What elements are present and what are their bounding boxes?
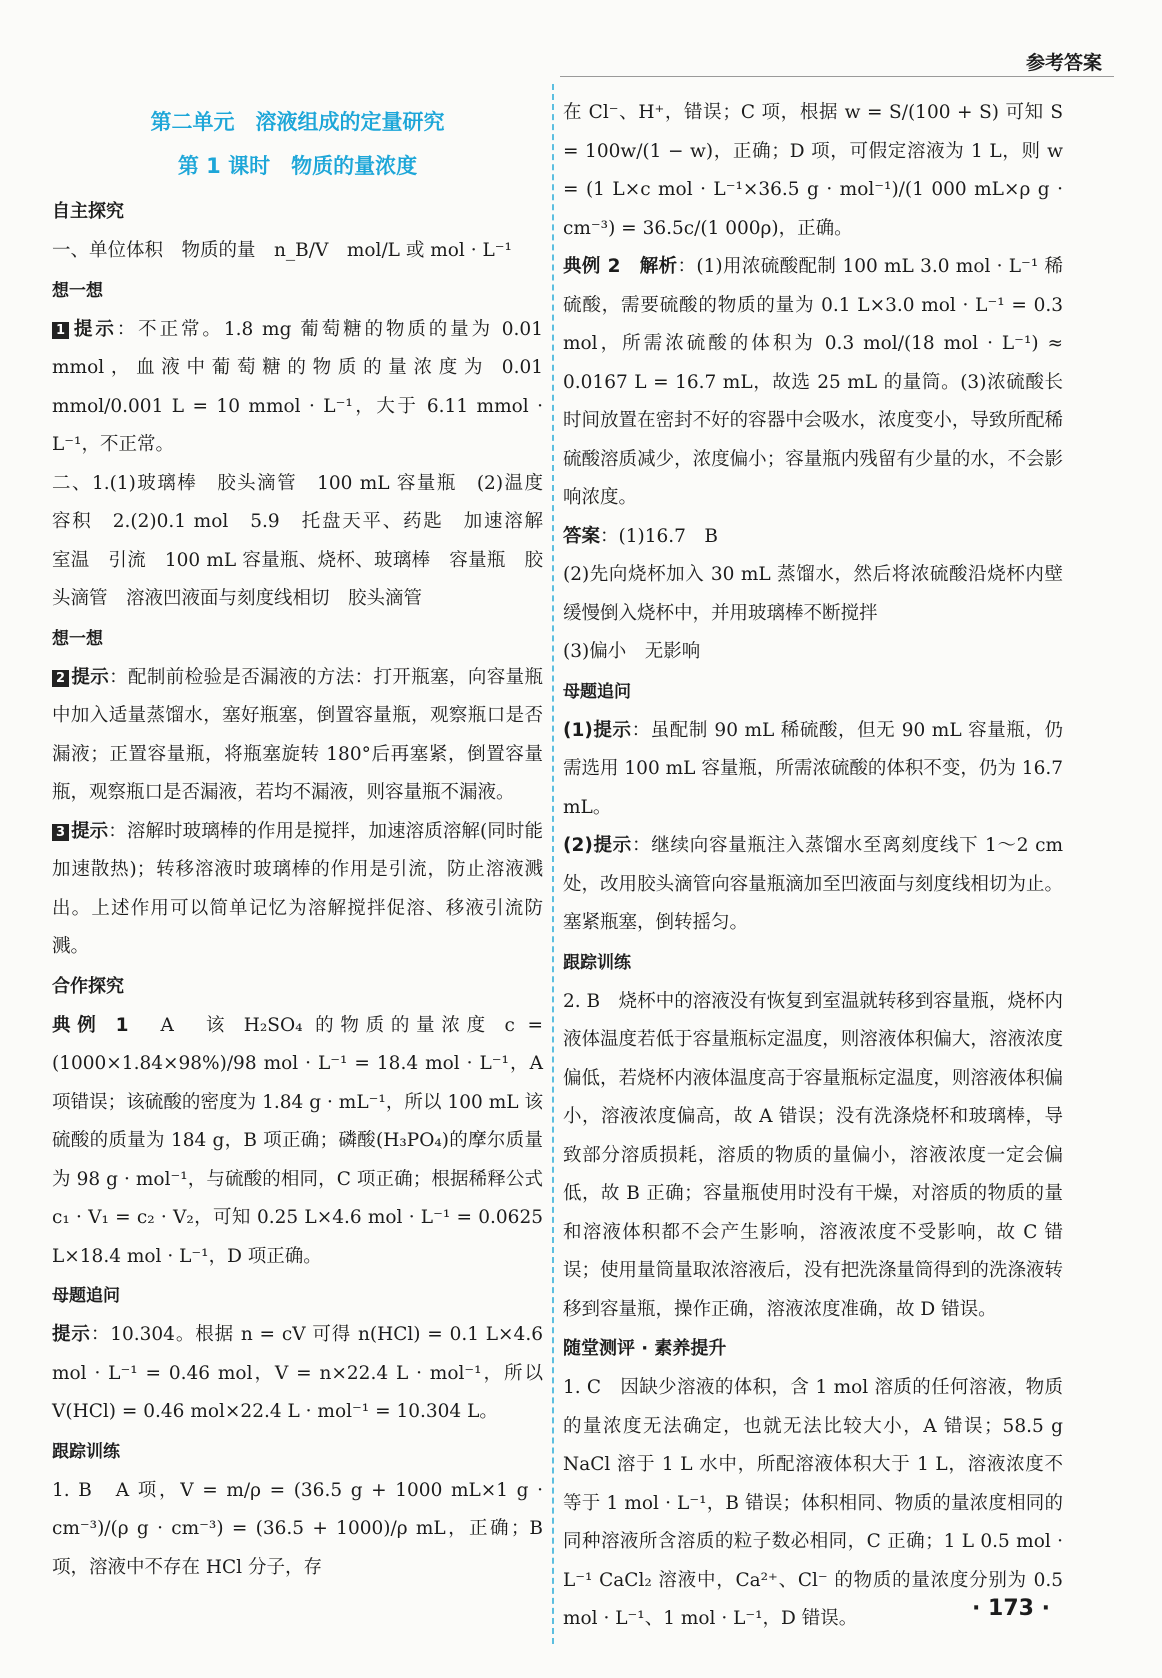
example-1-text: A 该 H₂SO₄ 的物质的量浓度 c = (1000×1.84×98%)/98 mol · L⁻¹ = 18.4 mol · L⁻¹，A 项错误；该硫酸的密度为 1.84 g · mL⁻¹，所以 100 mL 该硫酸的质量为 184 g，B 项正确；磷酸(H₃PO₄)的摩尔质量为 98 g · mol⁻¹，与硫酸的相同，C 项正确；根据稀释公式 c₁ · V₁ = c₂ · V₂，可知 0.25 L×4.6 mol · L⁻¹ = 0.0625 L×18.4 mol · L⁻¹，D 项正确。	[52, 1014, 543, 1267]
paragraph-unit-volume: 一、单位体积 物质的量 n_B/V mol/L 或 mol · L⁻¹	[52, 240, 512, 261]
follow-up-2a-label: (1)提示	[563, 719, 632, 741]
example-1-label: 典例 1	[52, 1014, 129, 1036]
subheading-think-1: 想一想	[52, 280, 103, 301]
answer-1-text: ：(1)16.7 B	[600, 525, 719, 547]
header-rule	[560, 76, 1114, 77]
example-2-label: 典例 2	[563, 256, 621, 277]
follow-up-2b-text: ：继续向容量瓶注入蒸馏水至离刻度线下 1～2 cm 处，改用胶头滴管向容量瓶滴加至凹液面与刻度线相切为止。塞紧瓶塞，倒转摇匀。	[563, 835, 1063, 933]
follow-up-1-text: ：10.304。根据 n = cV 可得 n(HCl) = 0.1 L×4.6 mol · L⁻¹ = 0.46 mol，V = n×22.4 L · mol⁻¹，所以 V(HCl) = 0.46 mol×22.4 L · mol⁻¹ = 10.304 L。	[52, 1324, 543, 1422]
tip-2-text: ：配制前检验是否漏液的方法：打开瓶塞，向容量瓶中加入适量蒸馏水，塞好瓶塞，倒置容量瓶，观察瓶口是否漏液；正置容量瓶，将瓶塞旋转 180°后再塞紧，倒置容量瓶，观察瓶口是否漏液，若均不漏液，则容量瓶不漏液。	[52, 666, 543, 803]
column-divider	[552, 84, 554, 1644]
tip-2-label: 提示	[71, 666, 110, 688]
unit-title: 第二单元 溶液组成的定量研究	[150, 110, 445, 134]
follow-up-2a	[563, 712, 1063, 828]
follow-up-1-label: 提示	[52, 1324, 91, 1345]
answer-3: (3)偏小 无影响	[563, 641, 701, 662]
subheading-follow-up-1: 母题追问	[52, 1286, 120, 1306]
subheading-training-1: 跟踪训练	[52, 1441, 120, 1462]
number-badge-1: 1	[52, 322, 69, 339]
example-2	[563, 248, 1063, 518]
tip-1-text: ：不正常。1.8 mg 葡萄糖的物质的量为 0.01 mmol，血液中葡萄糖的物质的量浓度为 0.01 mmol/0.001 L = 10 mmol · L⁻¹，大于 6.11 mmol · L⁻¹，不正常。	[52, 318, 543, 455]
tip-1	[52, 311, 543, 465]
tip-3	[52, 813, 543, 967]
section-heading-suitang: 随堂测评 · 素养提升	[563, 1338, 727, 1359]
example-1	[52, 1007, 543, 1277]
tip-3-text: ：溶解时玻璃棒的作用是搅拌，加速溶质溶解(同时能加速散热)；转移溶液时玻璃棒的作用是引流，防止溶液溅出。上述作用可以简单记忆为溶解搅拌促溶、移液引流防溅。	[52, 820, 543, 957]
paragraph-preparation-steps: 二、1.(1)玻璃棒 胶头滴管 100 mL 容量瓶 (2)温度 容积 2.(2)0.1 mol 5.9 托盘天平、药匙 加速溶解 室温 引流 100 mL 容量瓶、烧杯、玻璃棒 容量瓶 胶头滴管 溶液凹液面与刻度线相切 胶头滴管	[52, 472, 562, 609]
subheading-think-2: 想一想	[52, 628, 103, 649]
example-2-text: ：(1)用浓硫酸配制 100 mL 3.0 mol · L⁻¹ 稀硫酸，需要硫酸的物质的量为 0.1 L×3.0 mol · L⁻¹ = 0.3 mol，所需浓硫酸的体积为 0.3 mol/(18 mol · L⁻¹) ≈ 0.0167 L = 16.7 mL，故选 25 mL 的量筒。(3)浓硫酸长时间放置在密封不好的容器中会吸水，浓度变小，导致所配稀硫酸溶质减少，浓度偏小；容量瓶内残留有少量的水，不会影响浓度。	[563, 256, 1063, 508]
left-column	[52, 94, 562, 1587]
quiz-1: 1. C 因缺少溶液的体积，含 1 mol 溶质的任何溶液，物质的量浓度无法确定，也就无法比较大小，A 错误；58.5 g NaCl 溶于 1 L 水中，所配溶液体积大于 1 L，溶液浓度不等于 1 mol · L⁻¹，B 错误；体积相同、物质的量浓度相同的同种溶液所含溶质的粒子数必相同，C 正确；1 L 0.5 mol · L⁻¹ CaCl₂ 溶液中，Ca²⁺、Cl⁻ 的物质的量浓度分别为 0.5 mol · L⁻¹、1 mol · L⁻¹，D 错误。	[563, 1377, 1063, 1629]
answer-1	[563, 518, 1063, 557]
number-badge-2: 2	[52, 670, 69, 687]
training-1: 1. B A 项，V = m/ρ = (36.5 g + 1000 mL×1 g · cm⁻³)/(ρ g · cm⁻³) = (36.5 + 1000)/ρ mL，正确；B 项，溶液中不存在 HCl 分子，存	[52, 1479, 543, 1578]
tip-1-label: 提示	[71, 318, 117, 340]
follow-up-2b-label: (2)提示	[563, 835, 633, 856]
continued-text: 在 Cl⁻、H⁺，错误；C 项，根据 w = S/(100 + S) 可知 S = 100w/(1 − w)，正确；D 项，可假定溶液为 1 L，则 w = (1 L×c mol · L⁻¹×36.5 g · mol⁻¹)/(1 000 mL×ρ g · cm⁻³) = 36.5c/(1 000ρ)，正确。	[563, 102, 1063, 239]
training-2: 2. B 烧杯中的溶液没有恢复到室温就转移到容量瓶，烧杯内液体温度若低于容量瓶标定温度，则溶液体积偏大，溶液浓度偏低，若烧杯内液体温度高于容量瓶标定温度，则溶液体积偏小，溶液浓度偏高，故 A 错误；没有洗涤烧杯和玻璃棒，导致部分溶质损耗，溶质的物质的量偏小，溶液浓度一定会偏低，故 B 正确；容量瓶使用时没有干燥，对溶质的物质的量和溶液体积都不会产生影响，溶液浓度不受影响，故 C 错误；使用量筒量取浓溶液后，没有把洗涤量筒得到的洗涤液转移到容量瓶，操作正确，溶液浓度准确，故 D 错误。	[563, 990, 1063, 1320]
follow-up-2b	[563, 827, 1063, 943]
page-number: · 173 ·	[972, 1596, 1050, 1621]
answer-label: 答案	[563, 525, 601, 547]
subheading-follow-up-2: 母题追问	[563, 681, 631, 702]
tip-3-label: 提示	[71, 820, 109, 842]
follow-up-1	[52, 1316, 543, 1432]
page-header	[0, 0, 1162, 80]
number-badge-3: 3	[52, 824, 69, 841]
header-label: 参考答案	[1025, 52, 1102, 74]
follow-up-2a-text: ：虽配制 90 mL 稀硫酸，但无 90 mL 容量瓶，仍需选用 100 mL 容量瓶，所需浓硫酸的体积不变，仍为 16.7 mL。	[563, 719, 1063, 818]
answer-2: (2)先向烧杯加入 30 mL 蒸馏水，然后将浓硫酸沿烧杯内壁缓慢倒入烧杯中，并用玻璃棒不断搅拌	[563, 564, 1063, 624]
example-2-analysis-label: 解析	[639, 256, 678, 277]
tip-2	[52, 659, 543, 813]
right-column	[563, 94, 1063, 1639]
section-heading-zizhu: 自主探究	[52, 201, 124, 222]
lesson-title: 第 1 课时 物质的量浓度	[177, 154, 418, 178]
section-heading-hezuo: 合作探究	[52, 975, 124, 997]
subheading-training-2: 跟踪训练	[563, 952, 631, 973]
